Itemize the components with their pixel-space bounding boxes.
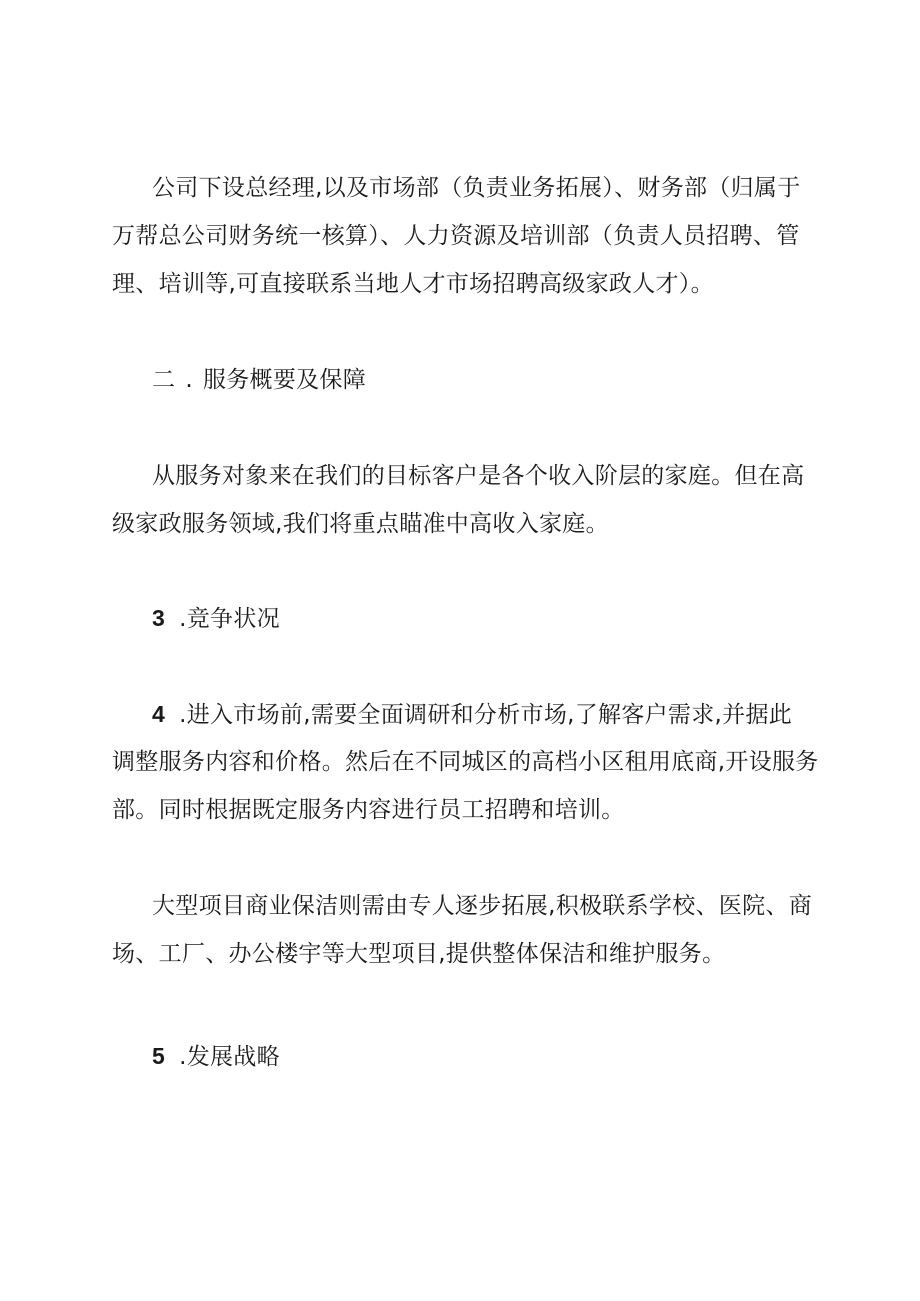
heading-title: 服务概要及保障 bbox=[202, 367, 367, 393]
heading-line bbox=[112, 1032, 812, 1080]
heading-title: .发展战略 bbox=[179, 1044, 280, 1070]
section-heading-3 bbox=[112, 594, 812, 642]
paragraph-line: 调整服务内容和价格。然后在不同城区的高档小区租用底商,开设服务 bbox=[112, 749, 819, 775]
paragraph-line: 部。同时根据既定服务内容进行员工招聘和培训。 bbox=[112, 797, 625, 823]
heading-line bbox=[112, 594, 812, 642]
paragraph-line: 级家政服务领域,我们将重点瞄准中高收入家庭。 bbox=[112, 511, 609, 537]
heading-line bbox=[112, 356, 812, 404]
paragraph-line: 万帮总公司财务统一核算）、人力资源及培训部（负责人员招聘、管 bbox=[112, 223, 800, 249]
heading-number: 3 bbox=[152, 605, 166, 631]
heading-dot: . bbox=[185, 367, 193, 393]
paragraph-line: 场、工厂、办公楼宇等大型项目,提供整体保洁和维护服务。 bbox=[112, 941, 726, 967]
paragraph-line-text: .进入市场前,需要全面调研和分析市场,了解客户需求,并据此 bbox=[179, 702, 793, 728]
paragraph-number: 4 bbox=[152, 701, 166, 727]
section-heading-5 bbox=[112, 1032, 812, 1080]
heading-title: 竞争状况 bbox=[186, 606, 280, 632]
section-heading-2 bbox=[112, 356, 812, 404]
paragraph-line bbox=[112, 690, 812, 738]
paragraph-target-customers bbox=[112, 452, 812, 548]
paragraph-line: 大型项目商业保洁则需由专人逐步拓展,积极联系学校、医院、商 bbox=[152, 893, 813, 919]
paragraph-market-entry bbox=[112, 690, 819, 834]
heading-number: 二 bbox=[152, 367, 176, 393]
heading-dot: . bbox=[179, 606, 187, 632]
paragraph-line: 从服务对象来在我们的目标客户是各个收入阶层的家庭。但在高 bbox=[152, 463, 805, 489]
paragraph-line: 公司下设总经理,以及市场部（负责业务拓展）、财务部（归属于 bbox=[152, 175, 801, 201]
paragraph-line: 理、培训等,可直接联系当地人才市场招聘高级家政人才）。 bbox=[112, 271, 714, 297]
paragraph-commercial-cleaning bbox=[112, 882, 812, 978]
heading-number: 5 bbox=[152, 1043, 166, 1069]
paragraph-organization bbox=[112, 164, 812, 308]
